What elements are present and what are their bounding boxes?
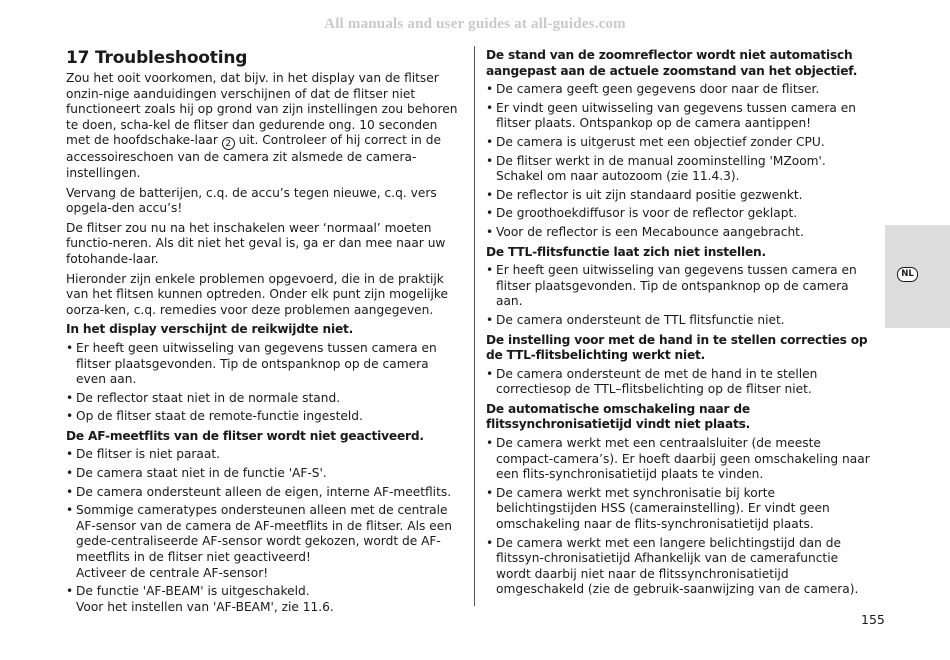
intro-paragraph-1	[66, 71, 461, 182]
watermark: All manuals and user guides at all-guides.com	[324, 16, 626, 32]
language-tab	[885, 225, 950, 328]
list-sync	[486, 436, 876, 598]
heading-zoom: De stand van de zoomreflector wordt niet automatisch aangepast aan de actuele zoomstand van het objectief.	[486, 48, 858, 78]
af-item-5-text: De functie 'AF-BEAM' is uitgeschakeld.	[76, 584, 310, 599]
list-item	[66, 503, 461, 581]
list-item: • De groothoekdiffusor is voor de reflector geklapt.	[486, 206, 876, 222]
heading-manual-correction: De instelling voor met de hand in te stellen correcties op de TTL-flitsbelichting werkt niet.	[486, 332, 868, 363]
af-item-5-remedy: Voor het instellen van 'AF-BEAM', zie 11.6.	[76, 599, 334, 614]
zoom-item-4-text: De flitser werkt in de manual zoominstelling 'MZoom'.	[496, 153, 826, 168]
list-item: • Op de flitser staat de remote-functie ingesteld.	[66, 409, 461, 425]
list-item	[66, 584, 461, 615]
list-item: • Er heeft geen uitwisseling van gegevens tussen camera en flitser plaatsgevonden. Tip de ontspanknop op de camera aan.	[486, 263, 876, 310]
switch-number-badge: 2	[222, 137, 235, 150]
list-item: • Er heeft geen uitwisseling van gegevens tussen camera en flitser plaatsgevonden. Tip de ontspanknop op de camera even aan.	[66, 341, 461, 388]
list-item: • Voor de reflector is een Mecabounce aangebracht.	[486, 225, 876, 241]
list-item: • De flitser is niet paraat.	[66, 447, 461, 463]
list-zoom	[486, 82, 876, 240]
intro-1-text-a: Zou het ooit voorkomen, dat bijv. in het display van de flitser onzin-nige aanduidingen verschijnen of dat de flitser niet functioneert zoals hij op grond van zijn instellingen zou behoren te doen, scha-kel de flitser dan gedurende ong. 10 seconden met de hoofdschake-laar	[66, 71, 458, 148]
page-number: 155	[861, 612, 885, 627]
language-badge: NL	[897, 267, 918, 282]
left-column	[66, 48, 461, 619]
intro-paragraph-2: Vervang de batterijen, c.q. de accu’s tegen nieuwe, c.q. vers opgela-den accu’s!	[66, 185, 437, 216]
list-item: • De camera ondersteunt de TTL flitsfunctie niet.	[486, 313, 876, 329]
list-item: • De camera ondersteunt de met de hand in te stellen correctiesop de TTL–flitsbelichting op de flitser niet.	[486, 367, 876, 398]
list-item: • De camera staat niet in de functie 'AF-S'.	[66, 466, 461, 482]
heading-ttl: De TTL-flitsfunctie laat zich niet instellen.	[486, 244, 766, 259]
intro-1-text-b: uit. Controleer of hij correct in de accessoireschoen van de camera zit alsmede de camera-instellingen.	[66, 133, 441, 180]
list-item: • De camera ondersteunt alleen de eigen, interne AF-meetflits.	[66, 485, 461, 501]
af-item-4-remedy: Activeer de centrale AF-sensor!	[76, 565, 269, 580]
list-item	[486, 154, 876, 185]
list-item: • De camera werkt met synchronisatie bij korte belichtingstijden HSS (camerainstelling). Er vindt geen omschakeling naar de flits-synchronisatietijd plaats.	[486, 486, 876, 533]
right-column	[486, 48, 876, 602]
list-ttl	[486, 263, 876, 328]
af-item-4-text: Sommige cameratypes ondersteunen alleen met de centrale AF-sensor van de camera de AF-meetflits in de flitser. Als een gede-centraliseerde AF-sensor wordt gekozen, wordt de AF-meetflits in de flitser niet geactiveerd!	[76, 503, 452, 565]
list-item: • Er vindt geen uitwisseling van gegevens tussen camera en flitser plaats. Ontspankop op de camera aantippen!	[486, 101, 876, 132]
intro-paragraph-3: De flitser zou nu na het inschakelen weer ‘normaal’ moeten functio-neren. Als dit niet het geval is, ga er dan mee naar uw fotohande-laar.	[66, 220, 446, 266]
list-item: • De camera is uitgerust met een objectief zonder CPU.	[486, 135, 876, 151]
column-divider	[474, 46, 475, 606]
list-reach	[66, 341, 461, 425]
heading-af: De AF-meetflits van de flitser wordt niet geactiveerd.	[66, 428, 424, 443]
list-item: • De camera werkt met een centraalsluiter (de meeste compact-camera’s). Er hoeft daarbij geen omschakeling naar een flits-synchronisatietijd plaats te vinden.	[486, 436, 876, 483]
list-item: • De camera werkt met een langere belichtingstijd dan de flitssyn-chronisatietijd Afhankelijk van de camerafunctie wordt daarbij niet naar de flitssynchronisatietijd omgeschakeld (zie de gebruik-saanwijzing van de camera).	[486, 536, 876, 598]
list-manual-correction	[486, 367, 876, 398]
list-item: • De camera geeft geen gegevens door naar de flitser.	[486, 82, 876, 98]
section-title: 17 Troubleshooting	[66, 48, 248, 68]
intro-paragraph-4: Hieronder zijn enkele problemen opgevoerd, die in de praktijk van het flitsen kunnen optreden. Onder elk punt zijn mogelijke oorza-ken, c.q. remedies voor deze problemen aangegeven.	[66, 271, 449, 317]
list-item: • De reflector staat niet in de normale stand.	[66, 391, 461, 407]
zoom-item-4-remedy: Schakel om naar autozoom (zie 11.4.3).	[496, 169, 740, 184]
heading-sync: De automatische omschakeling naar de flitssynchronisatietijd vindt niet plaats.	[486, 401, 751, 432]
list-item: • De reflector is uit zijn standaard positie gezwenkt.	[486, 188, 876, 204]
list-af	[66, 447, 461, 615]
heading-reach: In het display verschijnt de reikwijdte niet.	[66, 322, 354, 337]
